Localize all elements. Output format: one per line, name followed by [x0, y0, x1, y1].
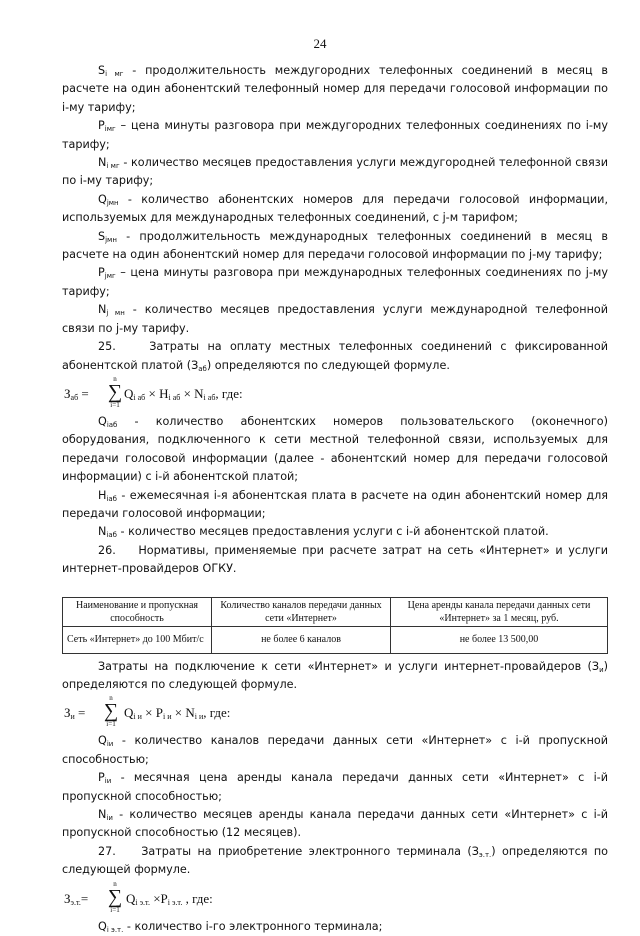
formula-lhs: $З_{аб}$ = — [64, 385, 89, 402]
section-27-paragraph: 27. Затраты на приобретение электронного терминала $(З_{э.т.})$ определяются по следующей формуле. — [62, 844, 608, 877]
section-26-paragraph: 26. Нормативы, применяемые при расчете затрат на сеть «Интернет» и услуги интернет-провайдеров ОГКУ. — [62, 543, 608, 576]
table-header: Цена аренды канала передачи данных сети «Интернет» за 1 месяц, руб. — [391, 597, 608, 626]
formula-lhs: $З_и$ = — [64, 705, 86, 722]
definition-paragraph: $S_{jмн}$ - продолжительность международных телефонных соединений в месяц в расчете на один абонентский номер для передачи голосовой информации по j-му тарифу; — [62, 229, 608, 262]
definition-paragraph: $Q_{jмн}$ - количество абонентских номеров для передачи голосовой информации, используемых для международных телефонных соединений, с j-м тарифом; — [62, 192, 608, 225]
table-cell: не более 6 каналов — [212, 626, 391, 653]
formula-terminal — [64, 880, 608, 918]
definition-paragraph: $P_{iмг}$ – цена минуты разговора при междугородних телефонных соединениях по i-му тарифу; — [62, 119, 608, 151]
definition-paragraph: $N_{j мн}$ - количество месяцев предоставления услуги международной телефонной связи по j-му тарифу. — [62, 303, 608, 335]
definition-paragraph: $N_{iаб}$ - количество месяцев предоставления услуги с i-й абонентской платой. — [98, 525, 549, 540]
sum-sign: n ∑ i=1 — [103, 694, 119, 729]
definition-paragraph: $Q_{iи}$ - количество каналов передачи данных сети «Интернет» с i-й пропускной способностью; — [62, 734, 608, 766]
definition-paragraph: $N_{i мг}$ - количество месяцев предоставления услуги междугородней телефонной связи по i-му тарифу; — [62, 156, 608, 188]
definition-paragraph: $P_{iи}$ - месячная цена аренды канала передачи данных сети «Интернет» с i-й пропускной способностью; — [62, 771, 608, 803]
formula-internet — [64, 694, 608, 732]
formula-rhs: $Q_{i и} \times P_{i и} \times N_{i и}$, где: — [124, 705, 231, 722]
table-header-row — [63, 597, 608, 626]
formula-lhs: $З_{э.т.}=$ — [64, 890, 89, 907]
table-cell: не более 13 500,00 — [391, 626, 608, 653]
definition-paragraph: $Q_{iаб}$ - количество абонентских номеров пользовательского (оконечного) оборудования, подключенного к сети местной телефонной связи, используемых для передачи голосовой информации (далее - абонентский номер для передачи голосовой информации) с i-й абонентской платой; — [62, 414, 608, 484]
formula-rhs: $Q_{i аб} \times H_{i аб} \times N_{i аб}$, где: — [124, 385, 243, 402]
definition-paragraph: $S_{i мг}$ - продолжительность междугородних телефонных соединений в месяц в расчете на один абонентский телефонный номер для передачи голосовой информации по i-му тарифу; — [62, 64, 608, 114]
section-25-paragraph: 25. Затраты на оплату местных телефонных соединений с фиксированной абонентской платой $(З_{аб})$ определяются по следующей формуле. — [62, 340, 608, 373]
page-number: 24 — [313, 36, 327, 51]
definition-paragraph: $P_{jмг}$ – цена минуты разговора при международных телефонных соединениях по j-му тарифу; — [62, 266, 608, 298]
internet-norms-table — [62, 597, 608, 654]
sum-sign: n ∑ i=1 — [107, 879, 123, 914]
internet-costs-paragraph: Затраты на подключение к сети «Интернет» и услуги интернет-провайдеров $(З_и)$ определяются по следующей формуле. — [62, 659, 608, 691]
definition-paragraph: $N_{iи}$ - количество месяцев аренды канала передачи данных сети «Интернет» с i-й пропускной способностью (12 месяцев). — [62, 808, 608, 840]
formula-rhs: $Q_{i э.т.} \times P_{i э.т.}$ , где: — [126, 890, 213, 907]
sum-sign: n ∑ i=1 — [107, 374, 123, 409]
table-header: Количество каналов передачи данных сети «Интернет» — [212, 597, 391, 626]
table-header: Наименование и пропускная способность — [63, 597, 212, 626]
definition-paragraph: $Q_{i э.т.}$ - количество i-го электронного терминала; — [98, 919, 383, 934]
formula-local-calls — [64, 375, 608, 413]
document-body — [62, 62, 608, 936]
table-cell: Сеть «Интернет» до 100 Мбит/с — [63, 626, 212, 653]
table-row — [63, 626, 608, 653]
definition-paragraph: $H_{iаб}$ - ежемесячная i-я абонентская плата в расчете на один абонентский номер для передачи голосовой информации; — [62, 488, 608, 520]
